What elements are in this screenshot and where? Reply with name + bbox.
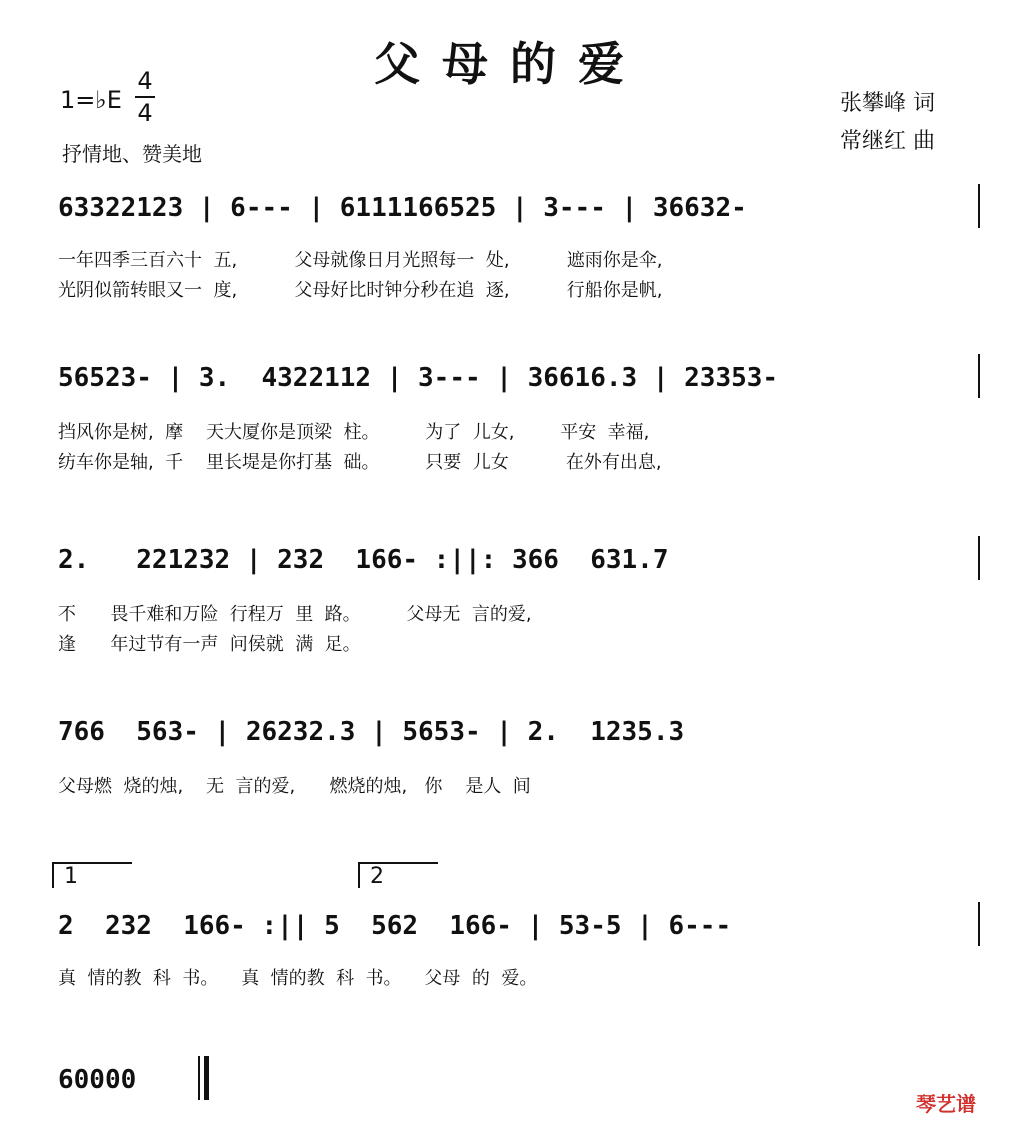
staff-row-2-notes: 56523- | 3. 4322112 | 3--- | 36616.3 | 23353-: [58, 363, 779, 393]
staff-row-6-notes: 60000: [58, 1065, 137, 1095]
volta-second-ending: [358, 862, 438, 888]
barline-row-5-end: [978, 902, 980, 946]
staff-row-5-lyrics: 真 情的教 科 书。 真 情的教 科 书。 父母 的 爱。: [58, 968, 538, 989]
staff-row-2-lyrics-verse-2: 纺车你是轴, 千 里长堤是你打基 础。 只要 儿女 在外有出息,: [58, 452, 662, 473]
volta-second-ending-number: 2: [370, 864, 384, 889]
barline-row-2-end: [978, 354, 980, 398]
volta-first-ending: [52, 862, 132, 888]
staff-row-3-lyrics-verse-2: 逢 年过节有一声 问侯就 满 足。: [58, 634, 361, 655]
staff-row-1-notes: 63322123 | 6--- | 6111166525 | 3--- | 36632-: [58, 193, 747, 223]
staff-row-1-lyrics-verse-2: 光阴似箭转眼又一 度, 父母好比时钟分秒在追 逐, 行船你是帆,: [58, 280, 663, 301]
volta-first-ending-number: 1: [64, 864, 78, 889]
time-signature-divider: [135, 96, 155, 98]
time-signature-bottom: 4: [137, 99, 153, 127]
lyricist-credit: 张攀峰 词: [840, 91, 935, 116]
staff-row-3-notes: 2. 221232 | 232 166- :||: 366 631.7: [58, 545, 669, 575]
song-title: 父母的爱: [374, 37, 646, 91]
staff-row-4-lyrics: 父母燃 烧的烛, 无 言的爱, 燃烧的烛, 你 是人 间: [58, 776, 531, 797]
final-barline-thin: [198, 1056, 200, 1100]
key-signature: 1=♭E: [60, 86, 122, 114]
staff-row-4-notes: 766 563- | 26232.3 | 5653- | 2. 1235.3: [58, 717, 685, 747]
barline-row-3-end: [978, 536, 980, 580]
staff-row-3-lyrics-verse-1: 不 畏千难和万险 行程万 里 路。 父母无 言的爱,: [58, 604, 532, 625]
staff-row-2-lyrics-verse-1: 挡风你是树, 摩 天大厦你是顶梁 柱。 为了 儿女, 平安 幸福,: [58, 422, 650, 443]
time-signature: [134, 66, 156, 128]
time-signature-top: 4: [137, 67, 153, 95]
final-barline-thick: [204, 1056, 209, 1100]
watermark-logo: 琴艺谱: [916, 1092, 976, 1116]
barline-row-1-end: [978, 184, 980, 228]
staff-row-5-notes: 2 232 166- :|| 5 562 166- | 53-5 | 6---: [58, 911, 732, 941]
expression-marking: 抒情地、赞美地: [62, 142, 202, 166]
staff-row-1-lyrics-verse-1: 一年四季三百六十 五, 父母就像日月光照每一 处, 遮雨你是伞,: [58, 250, 663, 271]
composer-credit: 常继红 曲: [840, 129, 935, 154]
